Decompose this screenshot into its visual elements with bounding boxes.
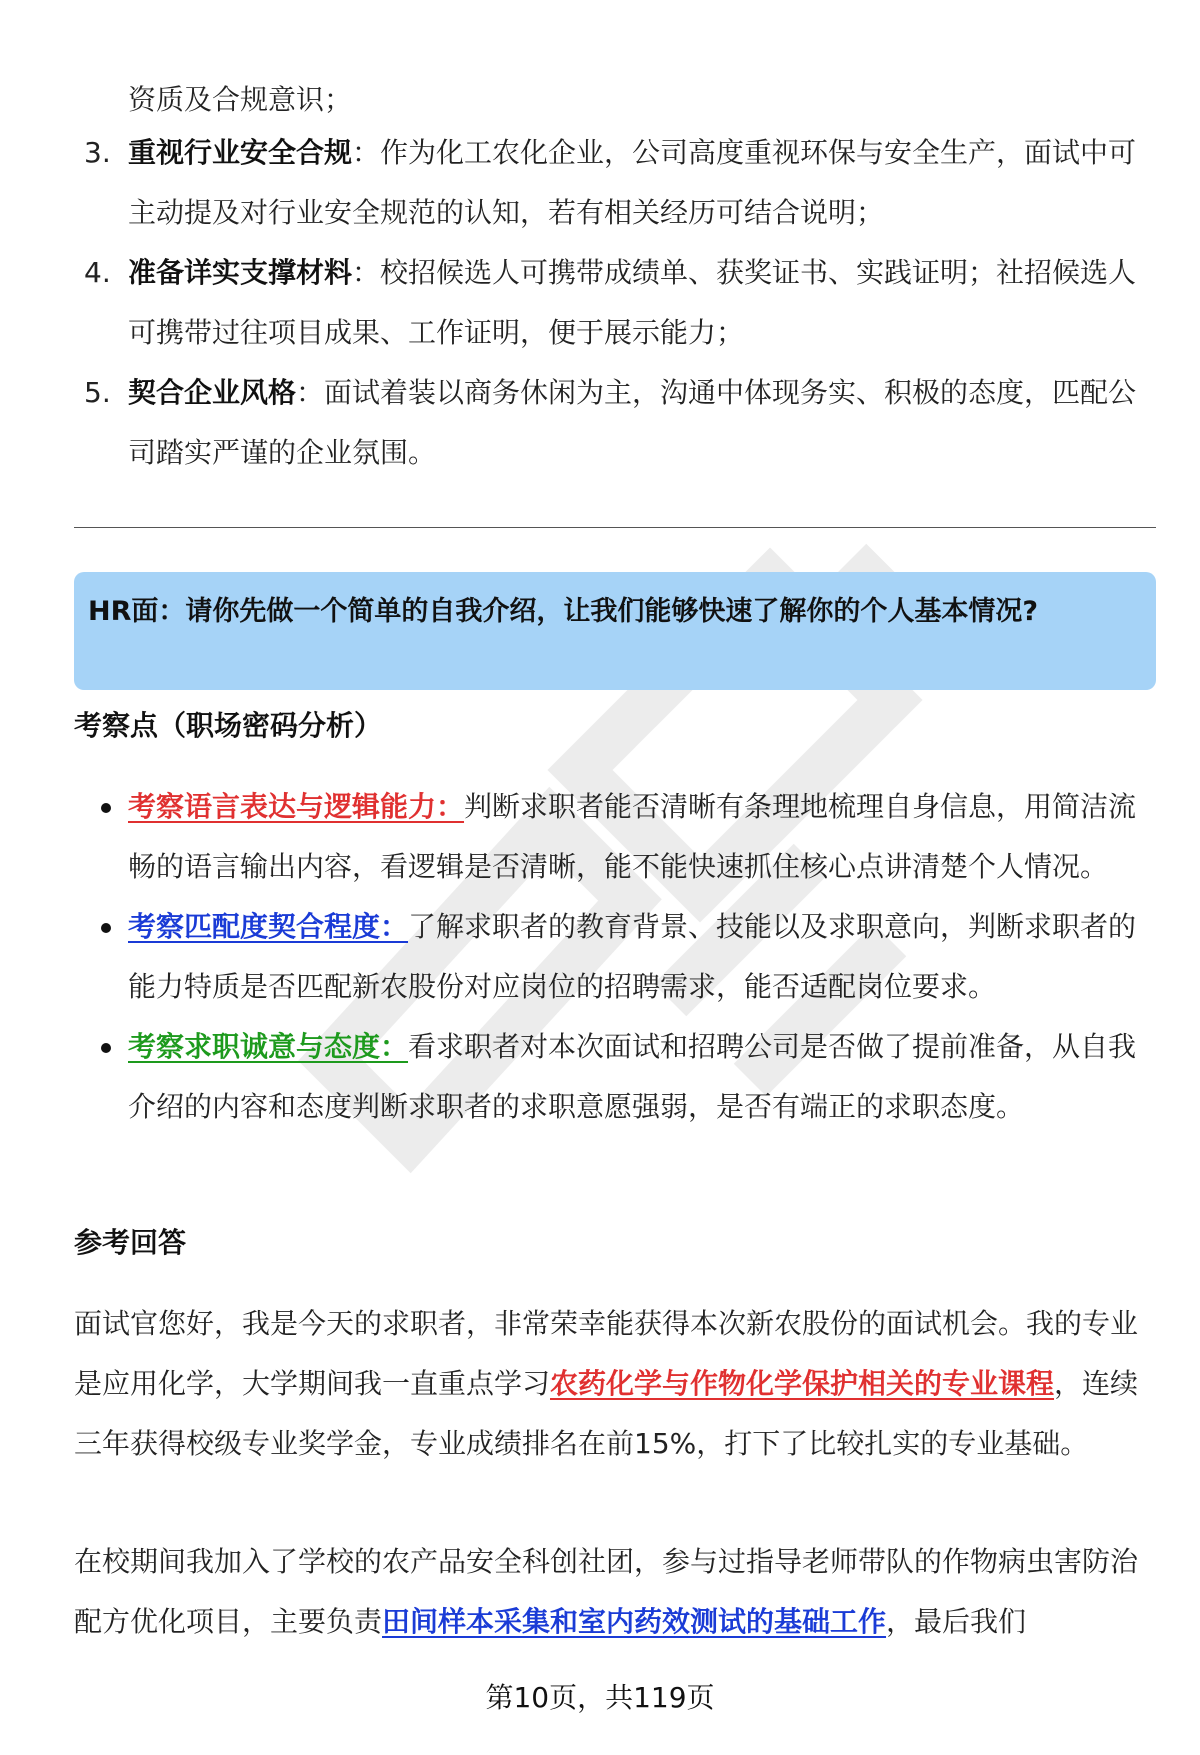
list-item bbox=[70, 363, 1140, 483]
text-run: 面试官您好，我是今天的求职者，非常荣幸能获得本次新农股份的面试机会。我的专业是应用化学，大学期间我一直重点学习 bbox=[74, 1307, 1139, 1400]
list-item bbox=[74, 777, 1156, 897]
divider bbox=[74, 527, 1156, 528]
exam-heading: 考察点（职场密码分析） bbox=[74, 709, 383, 742]
highlight-text: 农药化学与作物化学保护相关的专业课程 bbox=[550, 1367, 1055, 1400]
question-text: HR面：请你先做一个简单的自我介绍，让我们能够快速了解你的个人基本情况? bbox=[88, 596, 1039, 627]
point-keyword: 考察语言表达与逻辑能力： bbox=[128, 790, 465, 823]
point-keyword: 考察匹配度契合程度： bbox=[128, 910, 409, 943]
item-number: 4. bbox=[84, 256, 111, 289]
item-title: 重视行业安全合规 bbox=[128, 136, 353, 169]
item-text: 校招候选人可携带成绩单、获奖证书、实践证明；社招候选人可携带过往项目成果、工作证明，便于展示能力； bbox=[128, 256, 1137, 349]
point-text: 了解求职者的教育背景、技能以及求职意向，判断求职者的能力特质是否匹配新农股份对应岗位的招聘需求，能否适配岗位要求。 bbox=[128, 910, 1137, 1003]
item-title: 契合企业风格 bbox=[128, 376, 297, 409]
tips-list bbox=[70, 123, 1140, 483]
point-text: 判断求职者能否清晰有条理地梳理自身信息，用简洁流畅的语言输出内容，看逻辑是否清晰，能不能快速抓住核心点讲清楚个人情况。 bbox=[128, 790, 1137, 883]
text-run: 在校期间我加入了学校的农产品安全科创社团，参与过指导老师带队的作物病虫害防治配方优化项目，主要负责 bbox=[74, 1545, 1139, 1638]
highlight-text: 田间样本采集和室内药效测试的基础工作 bbox=[382, 1605, 887, 1638]
item-number: 3. bbox=[84, 136, 111, 169]
point-text: 看求职者对本次面试和招聘公司是否做了提前准备，从自我介绍的内容和态度判断求职者的求职意愿强弱，是否有端正的求职态度。 bbox=[128, 1030, 1137, 1123]
answer-paragraph-1 bbox=[74, 1294, 1156, 1474]
item-text: 面试着装以商务休闲为主，沟通中体现务实、积极的态度，匹配公司踏实严谨的企业氛围。 bbox=[128, 376, 1137, 469]
answer-heading: 参考回答 bbox=[74, 1226, 187, 1259]
exam-points-list bbox=[74, 777, 1156, 1137]
list-item bbox=[70, 123, 1140, 243]
list-item bbox=[74, 1017, 1156, 1137]
bullet-icon bbox=[101, 803, 111, 813]
text-run: ，最后我们 bbox=[886, 1605, 1027, 1638]
page-footer: 第10页，共119页 bbox=[485, 1681, 715, 1714]
continued-line: 资质及合规意识； bbox=[128, 83, 353, 116]
bullet-icon bbox=[101, 923, 111, 933]
list-item bbox=[70, 243, 1140, 363]
item-sep: ： bbox=[296, 376, 325, 409]
text-run: ，连续三年获得校级专业奖学金，专业成绩排名在前15%，打下了比较扎实的专业基础。 bbox=[74, 1367, 1139, 1460]
list-item bbox=[74, 897, 1156, 1017]
item-title: 准备详实支撑材料 bbox=[128, 256, 353, 289]
item-sep: ： bbox=[352, 256, 381, 289]
item-number: 5. bbox=[84, 376, 111, 409]
answer-paragraph-2 bbox=[74, 1532, 1156, 1652]
question-box bbox=[74, 572, 1156, 690]
bullet-icon bbox=[101, 1043, 111, 1053]
item-sep: ： bbox=[352, 136, 381, 169]
point-keyword: 考察求职诚意与态度： bbox=[128, 1030, 409, 1063]
item-text: 作为化工农化企业，公司高度重视环保与安全生产，面试中可主动提及对行业安全规范的认知，若有相关经历可结合说明； bbox=[128, 136, 1137, 229]
